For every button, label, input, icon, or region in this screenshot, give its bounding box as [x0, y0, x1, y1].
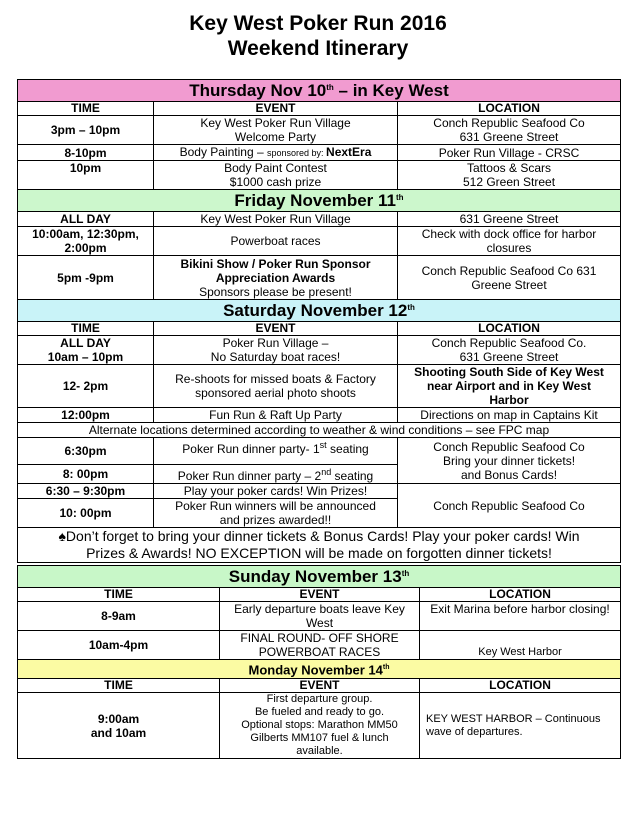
time-header: TIME — [18, 102, 154, 116]
sunday-header: Sunday November 13th — [18, 566, 621, 588]
table-row — [18, 423, 621, 438]
table-row: ALL DAY 10am – 10pm Poker Run Village – No Saturday boat races! Conch Republic Seafood Co. 631 Greene Street — [18, 336, 621, 365]
alternate-locations-note: Alternate locations determined according to weather & wind conditions – see FPC map — [18, 423, 621, 438]
table-row: 10pm Body Paint Contest $1000 cash prize Tattoos & Scars 512 Green Street — [18, 161, 621, 190]
saturday-label: Saturday November 12 — [223, 301, 408, 320]
event-header: EVENT — [154, 102, 398, 116]
column-header-row: TIME EVENT LOCATION — [18, 588, 621, 602]
friday-header: Friday November 11th — [18, 190, 621, 212]
column-header-row: TIME EVENT LOCATION — [18, 322, 621, 336]
column-header-row — [18, 102, 621, 116]
thursday-label: Thursday Nov 10 — [189, 81, 327, 100]
table-row: 6:30pm Poker Run dinner party- 1st seating Conch Republic Seafood Co Bring your dinner tickets! and Bonus Cards! — [18, 438, 621, 465]
table-row: ALL DAY Key West Poker Run Village 631 Greene Street — [18, 212, 621, 227]
location-header: LOCATION — [398, 102, 621, 116]
table-row — [18, 528, 621, 563]
table-row: 10:00am, 12:30pm, 2:00pm Powerboat races Check with dock office for harbor closures — [18, 227, 621, 256]
table-row: 10am-4pm FINAL ROUND- OFF SHORE POWERBOAT RACES Key West Harbor — [18, 631, 621, 660]
saturday-header: Saturday November 12th — [18, 300, 621, 322]
table-row: 3pm – 10pm Key West Poker Run Village Welcome Party Conch Republic Seafood Co 631 Greene Street — [18, 116, 621, 145]
itinerary-table-weekend-end — [17, 565, 621, 759]
monday-header: Monday November 14th — [18, 660, 621, 679]
document-title — [0, 11, 636, 61]
table-row: 5pm -9pm Bikini Show / Poker Run Sponsor Appreciation Awards Sponsors please be present! Conch Republic Seafood Co 631 Greene Street — [18, 256, 621, 300]
table-row: 12:00pm Fun Run & Raft Up Party Directions on map in Captains Kit — [18, 408, 621, 423]
title-line-2: Weekend Itinerary — [227, 37, 409, 60]
itinerary-table-main — [17, 79, 621, 563]
table-row: 8-10pm Body Painting – sponsored by: NextEra Poker Run Village - CRSC — [18, 145, 621, 161]
table-row: 8: 00pm Poker Run dinner party – 2nd seating — [18, 465, 621, 484]
thursday-header: Thursday Nov 10th – in Key West — [18, 80, 621, 102]
table-row: 9:00am and 10am First departure group. Be fueled and ready to go. Optional stops: Marathon MM50 Gilberts MM107 fuel & lunch available. KEY WEST HARBOR – Continuous wave of departures. — [18, 693, 621, 759]
table-row: 6:30 – 9:30pm Play your poker cards! Win Prizes! Conch Republic Seafood Co — [18, 484, 621, 499]
monday-label: Monday November 14 — [248, 662, 383, 678]
table-row: 8-9am Early departure boats leave Key West Exit Marina before harbor closing! — [18, 602, 621, 631]
title-line-1: Key West Poker Run 2016 — [189, 12, 447, 35]
table-row: 10: 00pm Poker Run winners will be announced and prizes awarded!! — [18, 499, 621, 528]
table-row: 12- 2pm Re-shoots for missed boats & Factory sponsored aerial photo shoots Shooting South Side of Key West near Airport and in Key West Harbor — [18, 365, 621, 408]
dinner-ticket-reminder: ♠Don’t forget to bring your dinner tickets & Bonus Cards! Play your poker cards! Win Prizes & Awards! NO EXCEPTION will be made on forgotten dinner tickets! — [18, 528, 621, 563]
sunday-label: Sunday November 13 — [228, 567, 402, 586]
column-header-row: TIME EVENT LOCATION — [18, 679, 621, 693]
friday-label: Friday November 11 — [234, 191, 396, 210]
